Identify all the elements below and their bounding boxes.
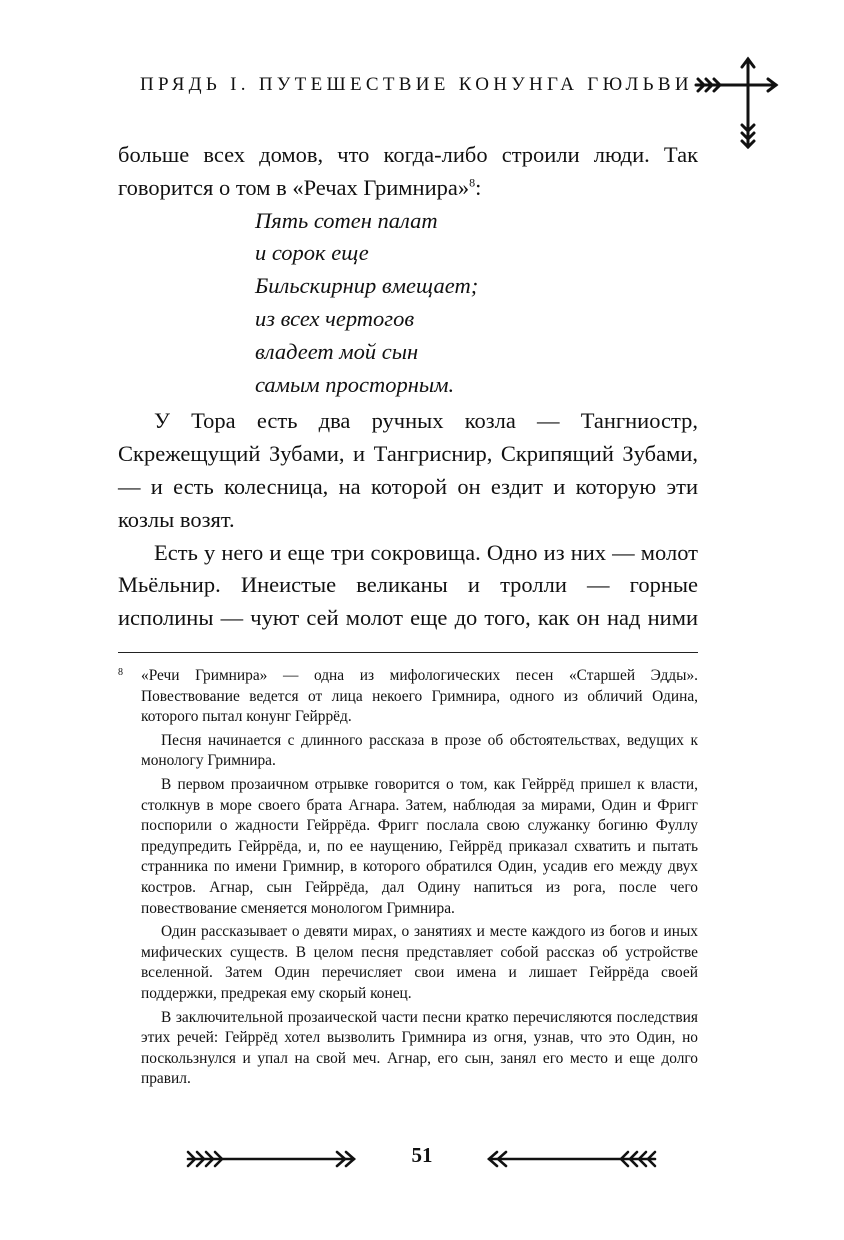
verse-quote xyxy=(255,205,698,402)
footnote-paragraph: «Речи Гримнира» — одна из мифологических песен «Старшей Эдды». Повествование ведется от лица некоего Гримнира, одного из обличий Одина, которого пытал конунг Гейррёд. xyxy=(141,667,698,726)
footnote-mark: 8 xyxy=(118,667,123,678)
verse-line: владеет мой сын xyxy=(255,338,419,364)
verse-line: Пять сотен палат xyxy=(255,207,438,233)
footnote-paragraph: В заключительной прозаической части песни кратко перечисляются последствия этих речей: Гейррёд хотел вызволить Гримнира из огня, узнав, что это Один, но поскользнулся и упал на свой меч. Агнар, его сын, занял его место и еще долго правил. xyxy=(141,1008,698,1088)
paragraph: Есть у него и еще три сокровища. Одно из них — молот Мьёльнир. Инеистые великаны и тролли — горные исполины — чуют сей молот еще до того, как он над ними xyxy=(118,539,698,631)
verse-line: из всех чертогов xyxy=(255,305,415,331)
paragraph: У Тора есть два ручных козла — Тангниостр, Скрежещущий Зубами, и Тангриснир, Скрипящий Зубами, — и есть колесница, на которой он ездит и которую эти козлы возят. xyxy=(118,408,698,532)
arrow-right-ornament-icon xyxy=(184,1148,359,1170)
verse-line: самым просторным. xyxy=(255,371,455,397)
footnote-paragraph: Один рассказывает о девяти мирах, о занятиях и месте каждого из богов и иных мифических существ. В целом песня представляет собой рассказ об устройстве вселенной. Затем Один перечисляет свои имена и лишает Гейррёда своей поддержки, предрекая ему скорый конец. xyxy=(141,923,698,1002)
footnote-ref: 8 xyxy=(469,175,476,190)
paragraph-text: больше всех домов, что когда-либо строили люди. Так говорится о том в «Речах Гримнира» xyxy=(118,142,698,200)
paragraph xyxy=(118,139,698,205)
footnote-rule xyxy=(118,652,698,653)
main-text xyxy=(118,139,698,635)
page-number: 51 xyxy=(411,1143,433,1167)
footnote-paragraph: Песня начинается с длинного рассказа в прозе об обстоятельствах, ведущих к монологу Гримнира. xyxy=(141,731,698,770)
footnote-block xyxy=(118,666,698,1093)
footnote-paragraph: В первом прозаичном отрывке говорится о том, как Гейррёд пришел к власти, столкнув в море своего брата Агнара. Затем, наблюдая за мирами, Один и Фригг поспорили о жадности Гейррёда. Фригг послала свою служанку богиню Фуллу предупредить Гейррёда, и, по ее наущению, Гейррёд приказал схватить и пытать странника по имени Гримнир, в которого обратился Один, усадив его между двух костров. Агнар, сын Гейррёда, дал Одину напиться из рога, после чего повествование сменяется монологом Гримнира. xyxy=(141,775,698,917)
running-header: ПРЯДЬ I. ПУТЕШЕСТВИЕ КОНУНГА ГЮЛЬВИ xyxy=(140,74,693,95)
paragraph-end: : xyxy=(475,174,482,200)
arrow-cross-ornament-icon xyxy=(692,55,782,155)
verse-line: и сорок еще xyxy=(255,240,369,266)
verse-line: Бильскирнир вмещает; xyxy=(255,273,479,299)
arrow-left-ornament-icon xyxy=(484,1148,659,1170)
